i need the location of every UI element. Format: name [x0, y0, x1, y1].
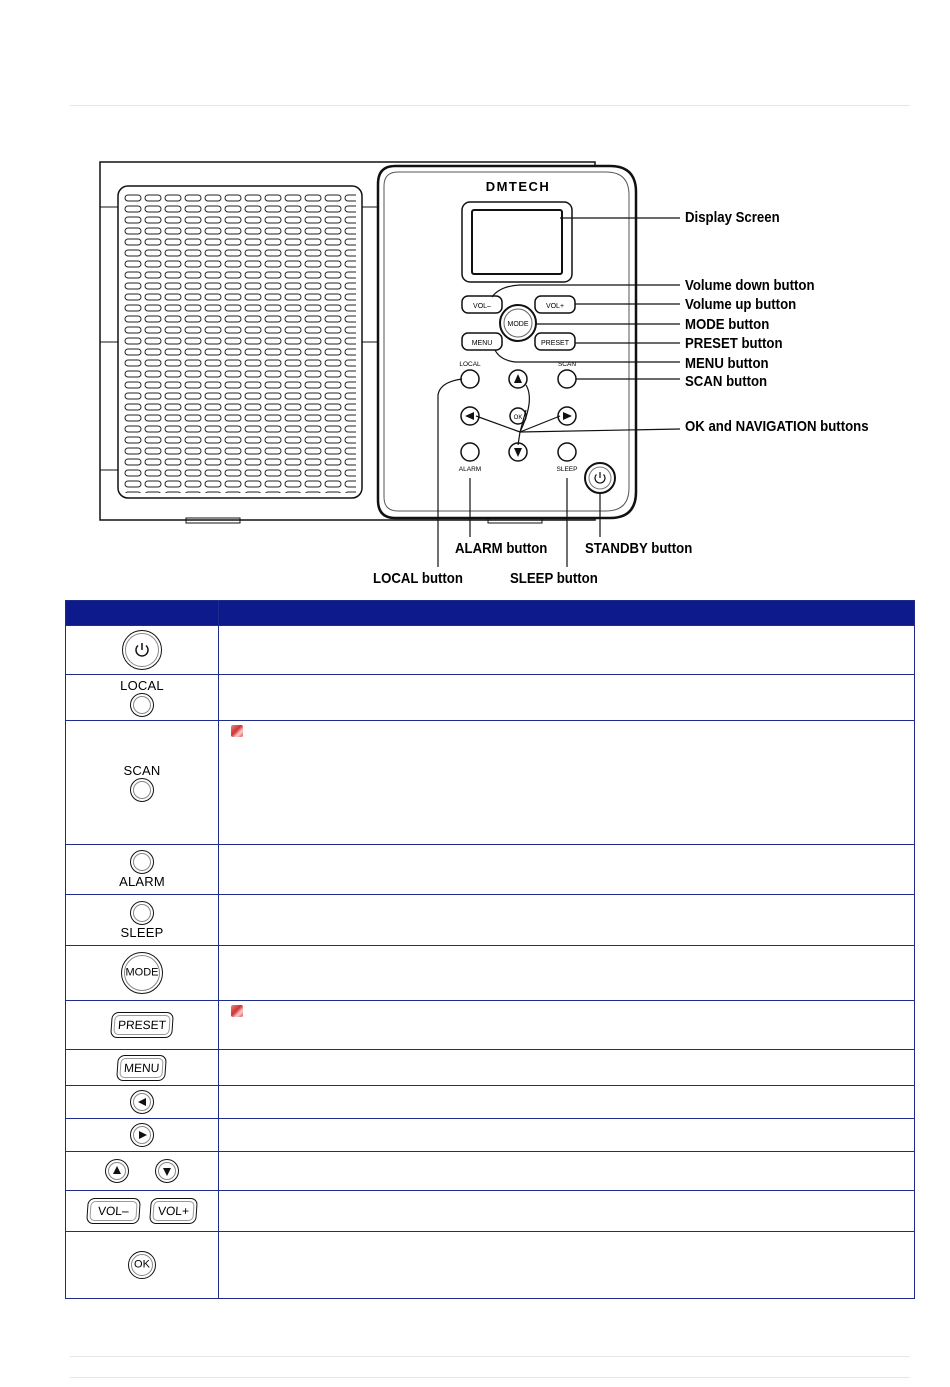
- icon-cell: [66, 675, 219, 721]
- power-icon: [132, 640, 152, 660]
- callout-ok-nav: OK and NAVIGATION buttons: [685, 418, 869, 435]
- callout-sleep: SLEEP button: [510, 570, 598, 587]
- description-cell: [219, 1152, 915, 1191]
- table-row: [66, 946, 915, 1001]
- up-button-icon: [105, 1159, 129, 1183]
- button-function-table: [65, 600, 915, 1299]
- description-cell: [219, 1232, 915, 1299]
- callout-volume-down: Volume down button: [685, 277, 815, 294]
- vol-down-label: VOL–: [473, 303, 491, 310]
- table-header-cell: [66, 601, 219, 626]
- table-row: [66, 845, 915, 895]
- alarm-caption: ALARM: [119, 874, 165, 889]
- sleep-button: [558, 443, 576, 461]
- menu-button-icon: MENU: [116, 1055, 167, 1081]
- sleep-caption: SLEEP: [120, 924, 164, 940]
- callout-scan: SCAN button: [685, 373, 768, 390]
- triangle-down-icon: [162, 1167, 172, 1177]
- vol-up-button-icon: VOL+: [149, 1198, 198, 1224]
- table-header-cell: [219, 601, 915, 626]
- ok-caption: OK: [134, 1258, 150, 1271]
- description-cell: [219, 721, 915, 845]
- description-cell: [219, 1119, 915, 1152]
- mode-button-icon: [121, 952, 163, 994]
- local-button-icon: [130, 693, 154, 717]
- brand-logo: DMTECH: [485, 179, 551, 194]
- vol-down-button-icon: VOL–: [86, 1198, 141, 1224]
- table-row: [66, 1232, 915, 1299]
- callout-alarm: ALARM button: [455, 540, 548, 557]
- sleep-button-icon: [130, 901, 154, 925]
- description-cell: [219, 675, 915, 721]
- alarm-button-icon: [130, 850, 154, 874]
- table-row: [66, 895, 915, 946]
- table-row: [66, 1050, 915, 1086]
- menu-label: MENU: [471, 340, 493, 347]
- table-row: [66, 675, 915, 721]
- description-cell: [219, 845, 915, 895]
- scan-caption: SCAN: [123, 763, 161, 778]
- icon-cell: [66, 1232, 219, 1299]
- scan-button: [558, 370, 576, 388]
- description-cell: [219, 1050, 915, 1086]
- description-cell: [219, 895, 915, 946]
- icon-cell: [66, 1001, 219, 1050]
- ok-label: OK: [513, 415, 523, 421]
- icon-cell: [66, 845, 219, 895]
- table-row: [66, 1001, 915, 1050]
- bottom-rule-2: [70, 1377, 910, 1378]
- icon-cell: [66, 626, 219, 675]
- note-icon: [231, 1005, 243, 1017]
- local-caption: LOCAL: [120, 678, 164, 693]
- table-header-row: [66, 601, 915, 626]
- callout-local: LOCAL button: [373, 570, 463, 587]
- mode-caption: MODE: [125, 966, 159, 979]
- icon-cell: [66, 1050, 219, 1086]
- table-row: [66, 1119, 915, 1152]
- scan-label: SCAN: [557, 361, 577, 368]
- callout-menu: MENU button: [685, 355, 769, 372]
- callout-standby: STANDBY button: [585, 540, 693, 557]
- triangle-right-icon: [138, 1130, 148, 1140]
- description-cell: [219, 946, 915, 1001]
- callout-preset: PRESET button: [685, 335, 783, 352]
- triangle-left-icon: [137, 1097, 147, 1107]
- triangle-up-icon: [112, 1165, 122, 1175]
- table-row: [66, 1086, 915, 1119]
- scan-button-icon: [130, 778, 154, 802]
- icon-cell: [66, 721, 219, 845]
- bottom-rule: [70, 1356, 910, 1357]
- vol-up-label: VOL+: [545, 303, 565, 310]
- ok-button-icon: [128, 1251, 156, 1279]
- description-cell: [219, 1191, 915, 1232]
- table-row: [66, 721, 915, 845]
- preset-label: PRESET: [540, 340, 570, 347]
- table-row: [66, 1152, 915, 1191]
- description-cell: [219, 626, 915, 675]
- icon-cell: [66, 895, 219, 946]
- icon-cell: [66, 1152, 219, 1191]
- callout-volume-up: Volume up button: [685, 296, 797, 313]
- icon-cell: [66, 1119, 219, 1152]
- icon-cell: [66, 1191, 219, 1232]
- right-button-icon: [130, 1123, 154, 1147]
- preset-button-icon: PRESET: [110, 1012, 174, 1038]
- local-label: LOCAL: [459, 361, 481, 368]
- radio-diagram: [0, 0, 950, 600]
- icon-cell: [66, 946, 219, 1001]
- alarm-label: ALARM: [458, 466, 482, 473]
- alarm-button: [461, 443, 479, 461]
- standby-button-icon: [122, 630, 162, 670]
- mode-label: MODE: [507, 321, 529, 328]
- callout-display-screen: Display Screen: [685, 209, 780, 226]
- icon-cell: [66, 1086, 219, 1119]
- local-button: [461, 370, 479, 388]
- table-row: [66, 1191, 915, 1232]
- description-cell: [219, 1086, 915, 1119]
- sleep-label: SLEEP: [556, 466, 578, 473]
- note-icon: [231, 725, 243, 737]
- down-button-icon: [155, 1159, 179, 1183]
- table-row: [66, 626, 915, 675]
- callout-mode: MODE button: [685, 316, 770, 333]
- left-button-icon: [130, 1090, 154, 1114]
- description-cell: [219, 1001, 915, 1050]
